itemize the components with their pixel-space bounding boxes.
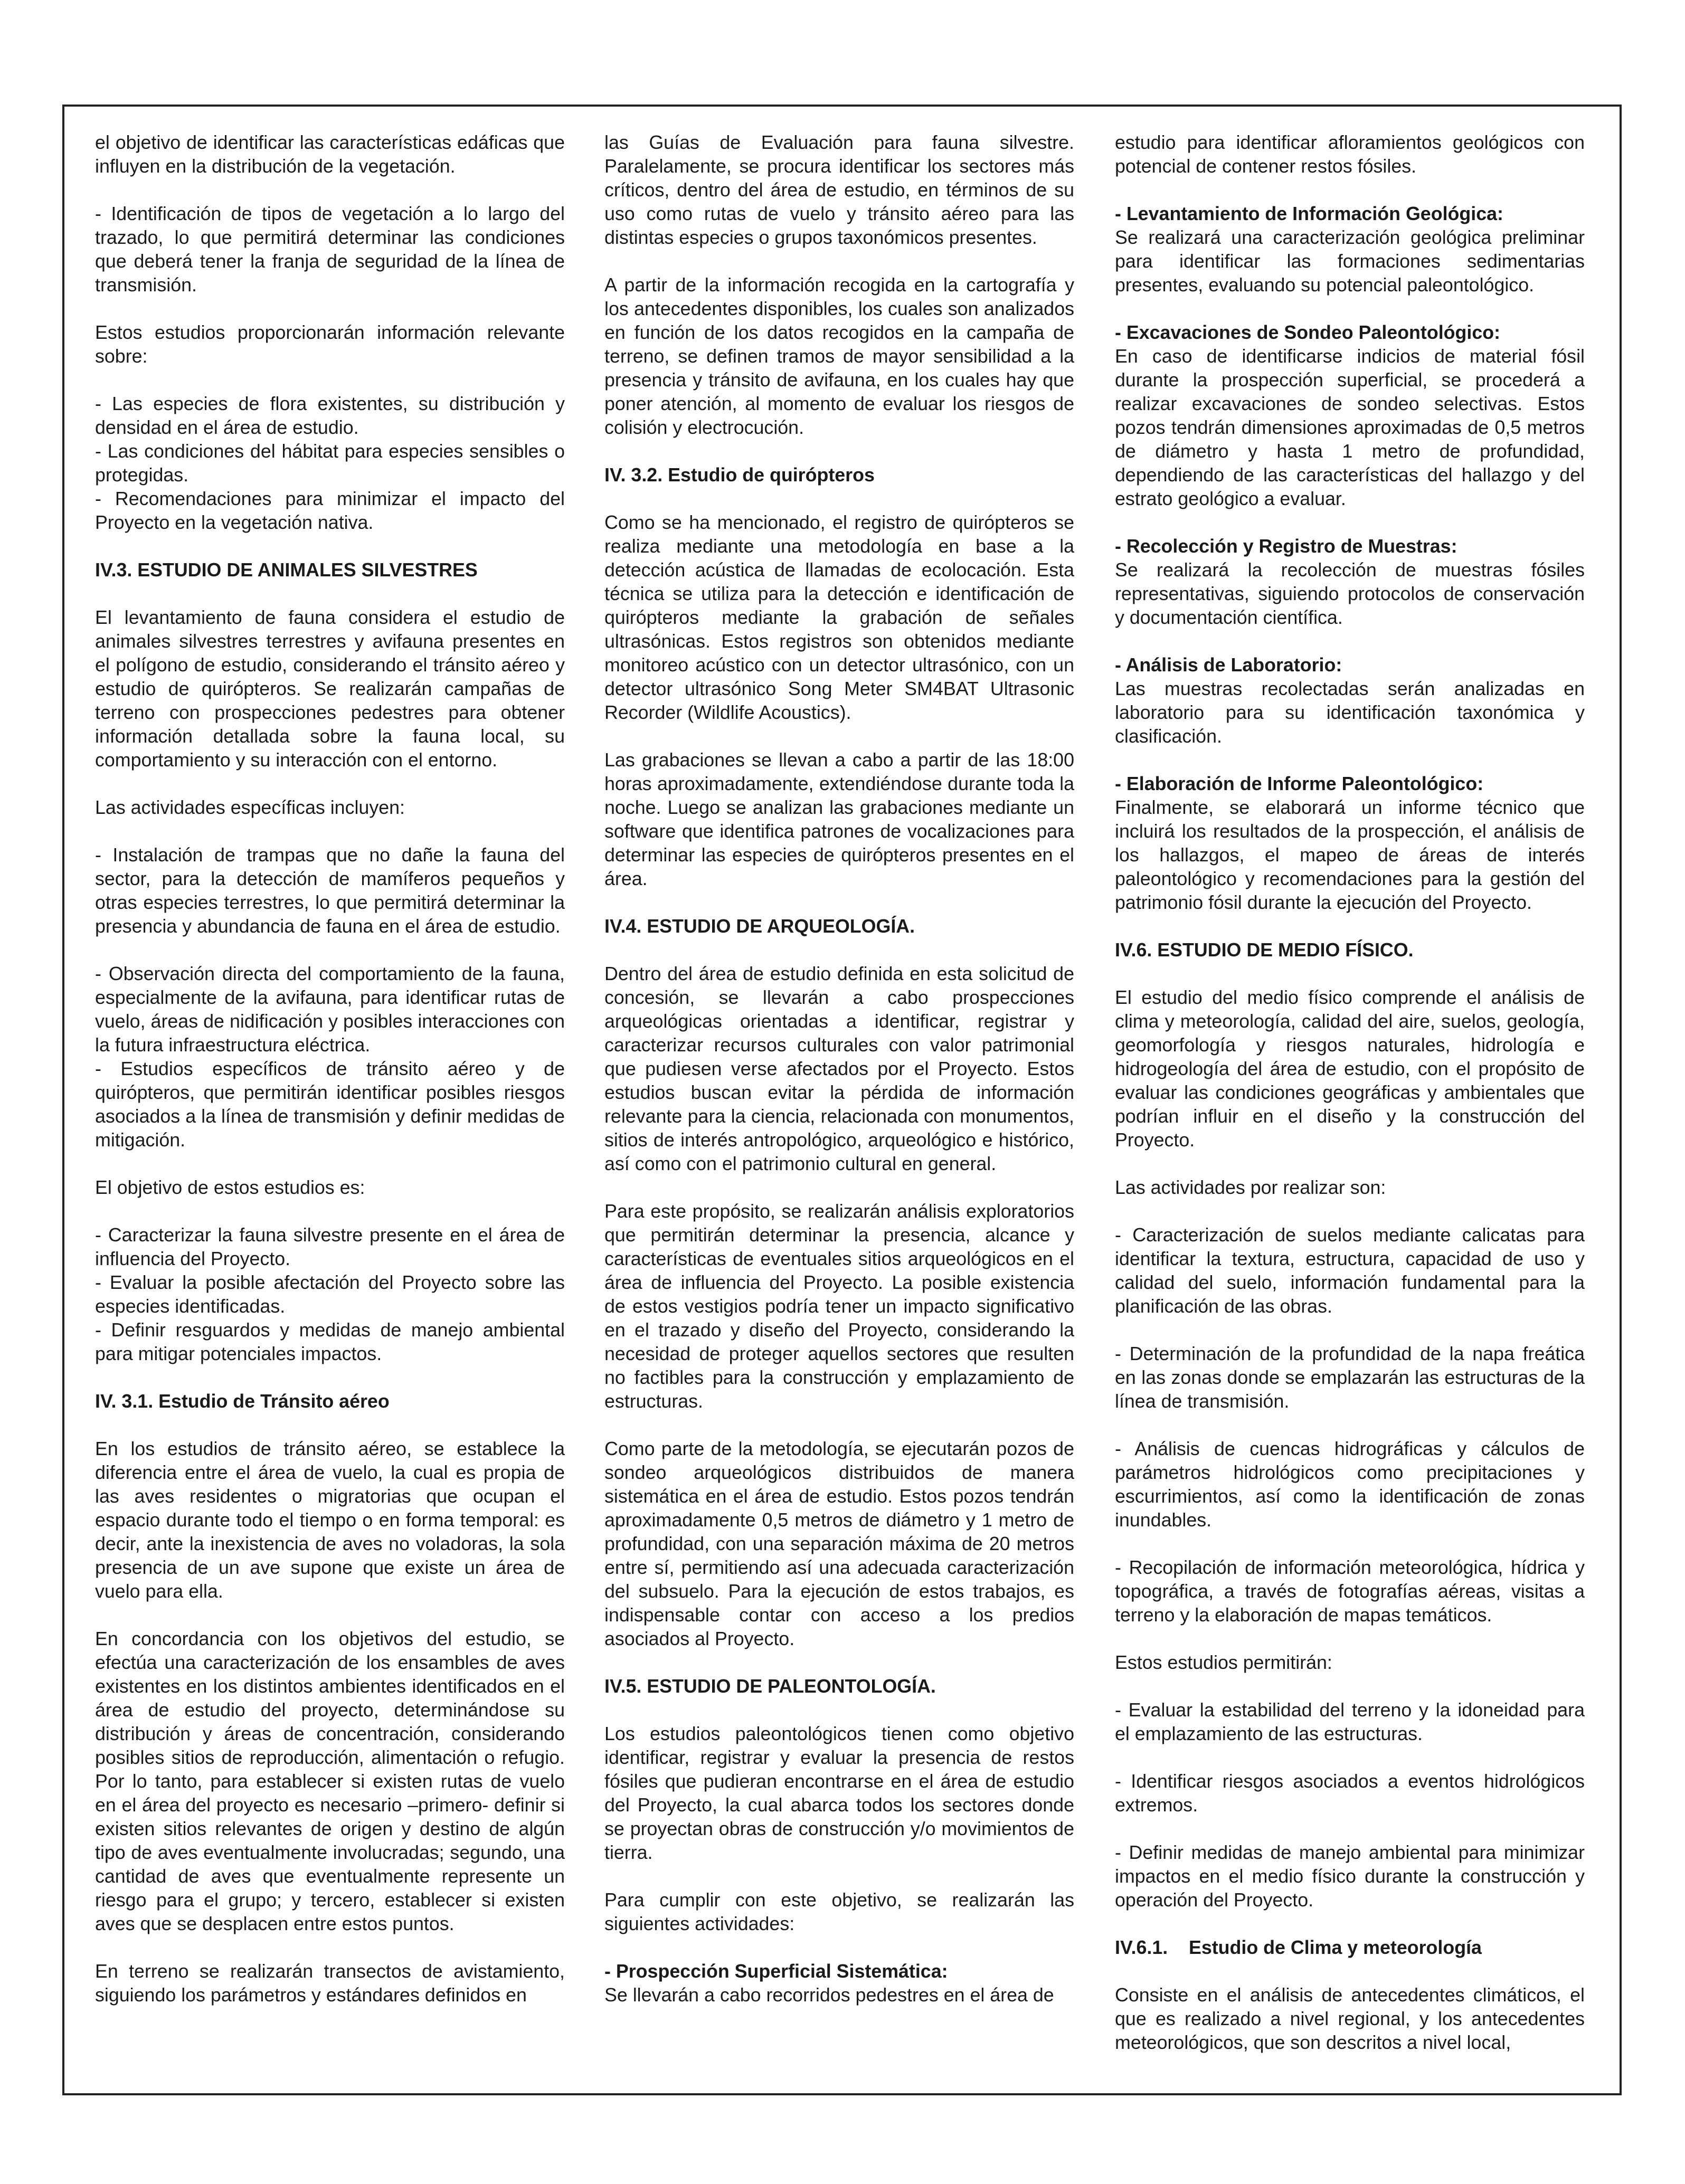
activity-item	[1115, 772, 1585, 915]
paragraph: - Identificación de tipos de vegetación a lo largo del trazado, lo que permitirá determinar las condiciones que deberá tener la franja de seguridad de la línea de transmisión.	[95, 203, 565, 296]
column-2	[604, 131, 1074, 2031]
list-item: - Definir resguardos y medidas de manejo ambiental para mitigar potenciales impactos.	[95, 1319, 565, 1364]
paragraph: El objetivo de estos estudios es:	[95, 1177, 365, 1198]
activity-title: - Prospección Superficial Sistemática:	[604, 1961, 948, 1982]
list-item: - Las condiciones del hábitat para especies sensibles o protegidas.	[95, 441, 565, 486]
paragraph: Consiste en el análisis de antecedentes climáticos, el que es realizado a nivel regional, y los antecedentes meteorológicos, que son descritos a nivel local,	[1115, 1984, 1585, 2053]
paragraph: - Análisis de cuencas hidrográficas y cálculos de parámetros hidrológicos como precipitaciones y escurrimientos, así como la identificación de zonas inundables.	[1115, 1438, 1585, 1531]
paragraph: Dentro del área de estudio definida en esta solicitud de concesión, se llevarán a cabo prospecciones arqueológicas orientadas a identificar, registrar y caracterizar recursos culturales con valor patrimonial que pudiesen verse afectados por el Proyecto. Estos estudios buscan evitar la pérdida de información relevante para la ciencia, relacionada con monumentos, sitios de interés antropológico, arqueológico e histórico, así como con el patrimonio cultural en general.	[604, 963, 1074, 1174]
paragraph: las Guías de Evaluación para fauna silvestre. Paralelamente, se procura identificar los sectores más críticos, dentro del área de estudio, en términos de su uso como rutas de vuelo y tránsito aéreo para las distintas especies o grupos taxonómicos presentes.	[604, 132, 1074, 248]
activity-title: - Recolección y Registro de Muestras:	[1115, 536, 1457, 557]
paragraph: - Identificar riesgos asociados a eventos hidrológicos extremos.	[1115, 1771, 1585, 1816]
activity-title: - Levantamiento de Información Geológica:	[1115, 203, 1503, 224]
subsection-heading: IV. 3.1. Estudio de Tránsito aéreo	[95, 1391, 390, 1412]
paragraph: estudio para identificar afloramientos geológicos con potencial de contener restos fósiles.	[1115, 132, 1585, 177]
list-item: - Recomendaciones para minimizar el impacto del Proyecto en la vegetación nativa.	[95, 488, 565, 533]
activity-item	[1115, 202, 1585, 297]
paragraph: Como se ha mencionado, el registro de quirópteros se realiza mediante una metodología en base a la detección acústica de llamadas de ecolocación. Esta técnica se utiliza para la detección e identificación de quirópteros mediante la grabación de señales ultrasónicas. Estos registros son obtenidos mediante monitoreo acústico con un detector ultrasónico, con un detector ultrasónico Song Meter SM4BAT Ultrasonic Recorder (Wildlife Acoustics).	[604, 512, 1074, 723]
paragraph: Estos estudios proporcionarán información relevante sobre:	[95, 322, 565, 367]
section-heading: IV.6. ESTUDIO DE MEDIO FÍSICO.	[1115, 939, 1414, 961]
column-1	[95, 131, 565, 2031]
paragraph: En los estudios de tránsito aéreo, se establece la diferencia entre el área de vuelo, la cual es propia de las aves residentes o migratorias que ocupan el espacio durante todo el tiempo o en forma temporal: es decir, ante la inexistencia de aves no voladoras, la sola presencia de un ave supone que existe un área de vuelo para ella.	[95, 1438, 565, 1602]
list-item: - Evaluar la posible afectación del Proyecto sobre las especies identificadas.	[95, 1272, 565, 1317]
activity-text: Las muestras recolectadas serán analizadas en laboratorio para su identificación taxonómica y clasificación.	[1115, 678, 1585, 747]
list-item: - Las especies de flora existentes, su distribución y densidad en el área de estudio.	[95, 393, 565, 438]
subsection-heading: IV.6.1. Estudio de Clima y meteorología	[1115, 1937, 1482, 1958]
paragraph: En terreno se realizarán transectos de avistamiento, siguiendo los parámetros y estándares definidos en	[95, 1961, 565, 2006]
paragraph: - Instalación de trampas que no dañe la fauna del sector, para la detección de mamíferos pequeños y otras especies terrestres, lo que permitirá determinar la presencia y abundancia de fauna en el área de estudio.	[95, 844, 565, 937]
paragraph: - Definir medidas de manejo ambiental para minimizar impactos en el medio físico durante la construcción y operación del Proyecto.	[1115, 1842, 1585, 1911]
paragraph: - Determinación de la profundidad de la napa freática en las zonas donde se emplazarán las estructuras de la línea de transmisión.	[1115, 1343, 1585, 1412]
paragraph: El estudio del medio físico comprende el análisis de clima y meteorología, calidad del aire, suelos, geología, geomorfología y riesgos naturales, hidrología e hidrogeología del área de estudio, con el propósito de evaluar las condiciones geográficas y ambientales que podrían influir en el diseño y la construcción del Proyecto.	[1115, 987, 1585, 1151]
column-3	[1115, 131, 1585, 2078]
activity-text: Se realizará la recolección de muestras fósiles representativas, siguiendo protocolos de conservación y documentación científica.	[1115, 559, 1585, 628]
paragraph: Las grabaciones se llevan a cabo a partir de las 18:00 horas aproximadamente, extendiéndose durante toda la noche. Luego se analizan las grabaciones mediante un software que identifica patrones de vocalizaciones para determinar las especies de quirópteros presentes en el área.	[604, 749, 1074, 889]
subsection-heading: IV. 3.2. Estudio de quirópteros	[604, 464, 875, 486]
activity-title: - Elaboración de Informe Paleontológico:	[1115, 773, 1484, 794]
paragraph: El levantamiento de fauna considera el estudio de animales silvestres terrestres y avifauna presentes en el polígono de estudio, considerando el tránsito aéreo y estudio de quirópteros. Se realizarán campañas de terreno con prospecciones pedestres para obtener información detallada sobre la fauna local, su comportamiento y su interacción con el entorno.	[95, 607, 565, 771]
paragraph: A partir de la información recogida en la cartografía y los antecedentes disponibles, los cuales son analizados en función de los datos recogidos en la campaña de terreno, se definen tramos de mayor sensibilidad a la presencia y tránsito de avifauna, en los cuales hay que poner atención, al momento de evaluar los riesgos de colisión y electrocución.	[604, 274, 1074, 438]
activity-text: Finalmente, se elaborará un informe técnico que incluirá los resultados de la prospección, el análisis de los hallazgos, el mapeo de áreas de interés paleontológico y recomendaciones para la gestión del patrimonio fósil durante la ejecución del Proyecto.	[1115, 797, 1585, 913]
list-item: - Observación directa del comportamiento de la fauna, especialmente de la avifauna, para identificar rutas de vuelo, áreas de nidificación y posibles interacciones con la futura infraestructura eléctrica.	[95, 963, 565, 1056]
list-item: - Estudios específicos de tránsito aéreo y de quirópteros, que permitirán identificar posibles riesgos asociados a la línea de transmisión y definir medidas de mitigación.	[95, 1058, 565, 1151]
activity-title: - Análisis de Laboratorio:	[1115, 654, 1342, 676]
section-heading: IV.4. ESTUDIO DE ARQUEOLOGÍA.	[604, 916, 915, 937]
list-item: - Caracterizar la fauna silvestre presente en el área de influencia del Proyecto.	[95, 1224, 565, 1269]
section-heading: IV.5. ESTUDIO DE PALEONTOLOGÍA.	[604, 1676, 936, 1697]
paragraph: En concordancia con los objetivos del estudio, se efectúa una caracterización de los ensambles de aves existentes en los distintos ambientes identificados en el área de estudio del proyecto, determinándose su distribución y áreas de concentración, considerando posibles sitios de reproducción, alimentación o refugio. Por lo tanto, para establecer si existen rutas de vuelo en el área del proyecto es necesario –primero- definir si existen sitios relevantes de origen y destino de algún tipo de aves eventualmente involucradas; segundo, una cantidad de aves que eventualmente represente un riesgo para el grupo; y tercero, establecer si existen aves que se desplacen entre estos puntos.	[95, 1628, 565, 1934]
activity-text: Se llevarán a cabo recorridos pedestres en el área de	[604, 1984, 1054, 2006]
paragraph: Para este propósito, se realizarán análisis exploratorios que permitirán determinar la presencia, alcance y características de eventuales sitios arqueológicos en el área de influencia del Proyecto. La posible existencia de estos vestigios podría tener un impacto significativo en el trazado y diseño del Proyecto, considerando la necesidad de proteger aquellos sectores que resulten no factibles para la construcción y emplazamiento de estructuras.	[604, 1201, 1074, 1412]
paragraph: Las actividades por realizar son:	[1115, 1177, 1386, 1198]
activity-title: - Excavaciones de Sondeo Paleontológico:	[1115, 322, 1501, 343]
activity-item	[1115, 321, 1585, 511]
paragraph: Estos estudios permitirán:	[1115, 1652, 1332, 1673]
paragraph: - Recopilación de información meteorológica, hídrica y topográfica, a través de fotografías aéreas, visitas a terreno y la elaboración de mapas temáticos.	[1115, 1557, 1585, 1626]
paragraph: Como parte de la metodología, se ejecutarán pozos de sondeo arqueológicos distribuidos de manera sistemática en el área de estudio. Estos pozos tendrán aproximadamente 0,5 metros de diámetro y 1 metro de profundidad, con una separación máxima de 20 metros entre sí, permitiendo así una adecuada caracterización del subsuelo. Para la ejecución de estos trabajos, es indispensable contar con acceso a los predios asociados al Proyecto.	[604, 1438, 1074, 1649]
activity-item	[1115, 653, 1585, 748]
paragraph: - Caracterización de suelos mediante calicatas para identificar la textura, estructura, capacidad de uso y calidad del suelo, información fundamental para la planificación de las obras.	[1115, 1224, 1585, 1317]
activity-text: En caso de identificarse indicios de material fósil durante la prospección superficial, se procederá a realizar excavaciones de sondeo selectivas. Estos pozos tendrán dimensiones aproximadas de 0,5 metros de diámetro y hasta 1 metro de profundidad, dependiendo de las características del hallazgo y del estrato geológico a evaluar.	[1115, 346, 1585, 509]
activity-text: Se realizará una caracterización geológica preliminar para identificar las formaciones sedimentarias presentes, evaluando su potencial paleontológico.	[1115, 227, 1585, 296]
paragraph: - Evaluar la estabilidad del terreno y la idoneidad para el emplazamiento de las estructuras.	[1115, 1699, 1585, 1744]
paragraph: el objetivo de identificar las características edáficas que influyen en la distribución de la vegetación.	[95, 132, 565, 177]
section-heading: IV.3. ESTUDIO DE ANIMALES SILVESTRES	[95, 559, 478, 581]
activity-item	[1115, 535, 1585, 630]
paragraph: Los estudios paleontológicos tienen como objetivo identificar, registrar y evaluar la presencia de restos fósiles que pudieran encontrarse en el área de estudio del Proyecto, la cual abarca todos los sectores donde se proyectan obras de construcción y/o movimientos de tierra.	[604, 1723, 1074, 1863]
activity-item	[604, 1960, 1074, 2007]
paragraph: Para cumplir con este objetivo, se realizarán las siguientes actividades:	[604, 1889, 1074, 1934]
paragraph: Las actividades específicas incluyen:	[95, 797, 405, 818]
